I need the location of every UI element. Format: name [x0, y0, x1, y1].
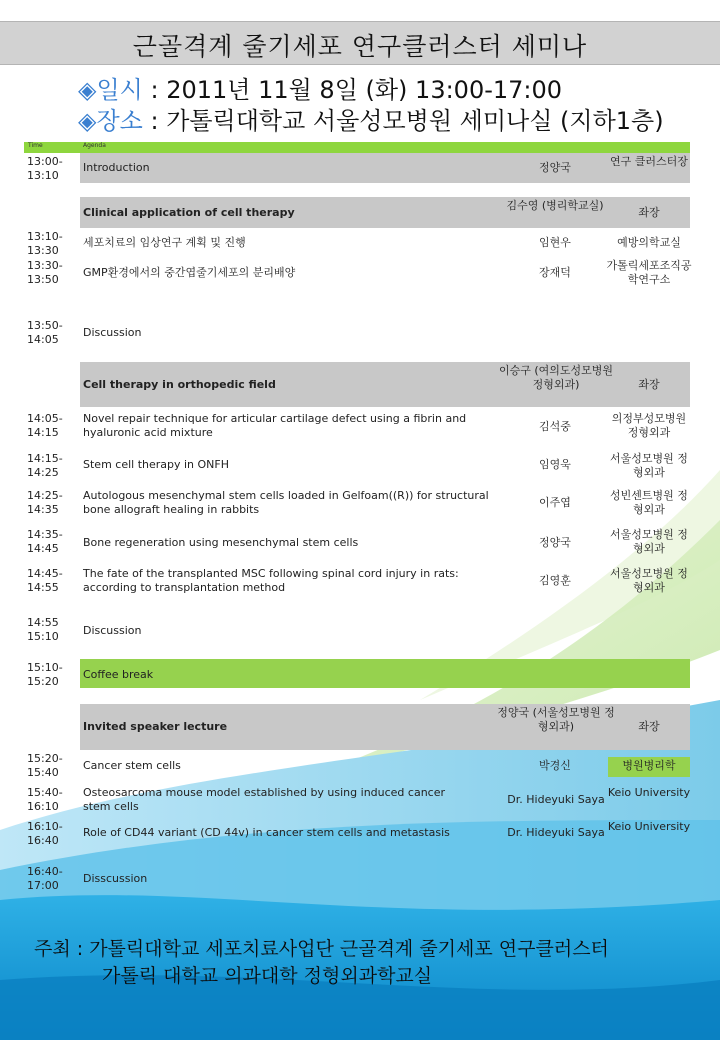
- s2-discussion-topic: Discussion: [83, 624, 142, 637]
- s2-talk4-affiliation: 서울성모병원 정형외과: [610, 528, 688, 555]
- s2-talk5-topic: The fate of the transplanted MSC following spinal cord injury in rats: according to transplantation method: [83, 567, 459, 594]
- footer-host-line2: 가톨릭 대학교 의과대학 정형외과학교실: [102, 965, 433, 987]
- place-line: ◈장소 : 가톨릭대학교 서울성모병원 세미나실 (지하1층): [78, 107, 664, 135]
- header-time: Time: [28, 142, 43, 149]
- s2-talk3-affiliation: 성빈센트병원 정형외과: [610, 489, 688, 516]
- s1-talk1-speaker: 임현우: [539, 236, 571, 249]
- s3-talk3-speaker: Dr. Hideyuki Saya: [507, 826, 605, 839]
- s2-talk5-speaker: 김영훈: [539, 574, 571, 587]
- s2-talk3-speaker: 이주엽: [539, 496, 571, 509]
- coffee-time: 15:10-15:20: [27, 661, 63, 688]
- diamond-bullet-icon: ◈: [78, 76, 97, 104]
- s2-talk5-time: 14:45-14:55: [27, 567, 63, 594]
- s1-discussion-topic: Discussion: [83, 326, 142, 339]
- s2-talk5-affiliation: 서울성모병원 정형외과: [610, 567, 688, 594]
- s2-talk4-speaker: 정양국: [539, 536, 571, 549]
- session1-chair-role: 좌장: [638, 206, 660, 219]
- s2-talk2-affiliation: 서울성모병원 정형외과: [610, 452, 688, 479]
- s2-talk1-speaker: 김석중: [539, 420, 571, 433]
- agenda-header-bar: [24, 142, 690, 153]
- s2-discussion-time: 14:55 15:10: [27, 616, 59, 643]
- s2-talk1-time: 14:05-14:15: [27, 412, 63, 439]
- s3-talk1-time: 15:20-15:40: [27, 752, 63, 779]
- s1-discussion-time: 13:50-14:05: [27, 319, 63, 346]
- s1-talk2-time: 13:30-13:50: [27, 259, 63, 286]
- s2-talk1-affiliation: 의정부성모병원 정형외과: [611, 412, 687, 439]
- place-label: 장소: [96, 107, 143, 135]
- s3-talk3-topic: Role of CD44 variant (CD 44v) in cancer stem cells and metastasis: [83, 826, 450, 839]
- s3-talk1-affiliation: 병원병리학: [622, 759, 676, 772]
- intro-speaker: 정양국: [539, 161, 571, 174]
- intro-time: 13:00-13:10: [27, 155, 63, 182]
- s1-talk1-topic: 세포치료의 임상연구 계획 및 진행: [83, 236, 246, 249]
- s1-talk1-affiliation: 예방의학교실: [617, 236, 681, 249]
- s3-discussion-time: 16:40-17:00: [27, 865, 63, 892]
- s2-talk2-time: 14:15-14:25: [27, 452, 63, 479]
- diamond-bullet-icon: ◈: [78, 107, 97, 135]
- s3-talk2-topic: Osteosarcoma mouse model established by using induced cancer stem cells: [83, 786, 446, 813]
- s3-talk1-topic: Cancer stem cells: [83, 759, 181, 772]
- header-agenda: Agenda: [83, 142, 106, 149]
- footer-host-line1: 주최 : 가톨릭대학교 세포치료사업단 근골격계 줄기세포 연구클러스터: [34, 938, 609, 960]
- session2-chair: 이승구 (여의도성모병원 정형외과): [498, 364, 614, 391]
- s1-talk2-topic: GMP환경에서의 중간엽줄기세포의 분리배양: [83, 266, 296, 279]
- intro-topic: Introduction: [83, 161, 150, 174]
- s3-discussion-topic: Disscussion: [83, 872, 148, 885]
- date-value: 2011년 11월 8일 (화) 13:00-17:00: [166, 76, 563, 104]
- s2-talk3-time: 14:25-14:35: [27, 489, 63, 516]
- s2-talk2-topic: Stem cell therapy in ONFH: [83, 458, 230, 471]
- session1-chair: 김수영 (병리학교실): [506, 199, 604, 212]
- session1-title: Clinical application of cell therapy: [83, 206, 295, 219]
- coffee-topic: Coffee break: [83, 668, 154, 681]
- s2-talk4-time: 14:35-14:45: [27, 528, 63, 555]
- s3-talk1-speaker: 박경신: [539, 759, 571, 772]
- page-title: 근골격계 줄기세포 연구클러스터 세미나: [132, 32, 588, 61]
- session3-chair: 정양국 (서울성모병원 정형외과): [497, 706, 615, 733]
- s2-talk2-speaker: 임영욱: [539, 458, 571, 471]
- s3-talk3-time: 16:10-16:40: [27, 820, 63, 847]
- s2-talk3-topic: Autologous mesenchymal stem cells loaded in Gelfoam((R)) for structural bone allograft healing in rabbits: [83, 489, 489, 516]
- s1-talk1-time: 13:10-13:30: [27, 230, 63, 257]
- session3-chair-role: 좌장: [638, 720, 660, 733]
- date-label: 일시: [96, 76, 143, 104]
- intro-affiliation: 연구 클러스터장: [610, 155, 688, 168]
- s1-talk2-affiliation: 가톨릭세포조직공학연구소: [606, 259, 692, 286]
- session2-title: Cell therapy in orthopedic field: [83, 378, 276, 391]
- s1-talk2-speaker: 장재덕: [539, 266, 571, 279]
- session3-title: Invited speaker lecture: [83, 720, 228, 733]
- s3-talk2-speaker: Dr. Hideyuki Saya: [507, 793, 605, 806]
- place-value: 가톨릭대학교 서울성모병원 세미나실 (지하1층): [166, 107, 664, 135]
- s3-talk2-time: 15:40-16:10: [27, 786, 63, 813]
- s2-talk4-topic: Bone regeneration using mesenchymal stem cells: [83, 536, 359, 549]
- s3-talk2-affiliation: Keio University: [607, 786, 691, 799]
- s2-talk1-topic: Novel repair technique for articular cartilage defect using a fibrin and hyaluronic acid mixture: [83, 412, 467, 439]
- date-line: ◈일시 : 2011년 11월 8일 (화) 13:00-17:00: [78, 76, 563, 104]
- s3-talk3-affiliation: Keio University: [607, 820, 691, 833]
- session2-chair-role: 좌장: [638, 378, 660, 391]
